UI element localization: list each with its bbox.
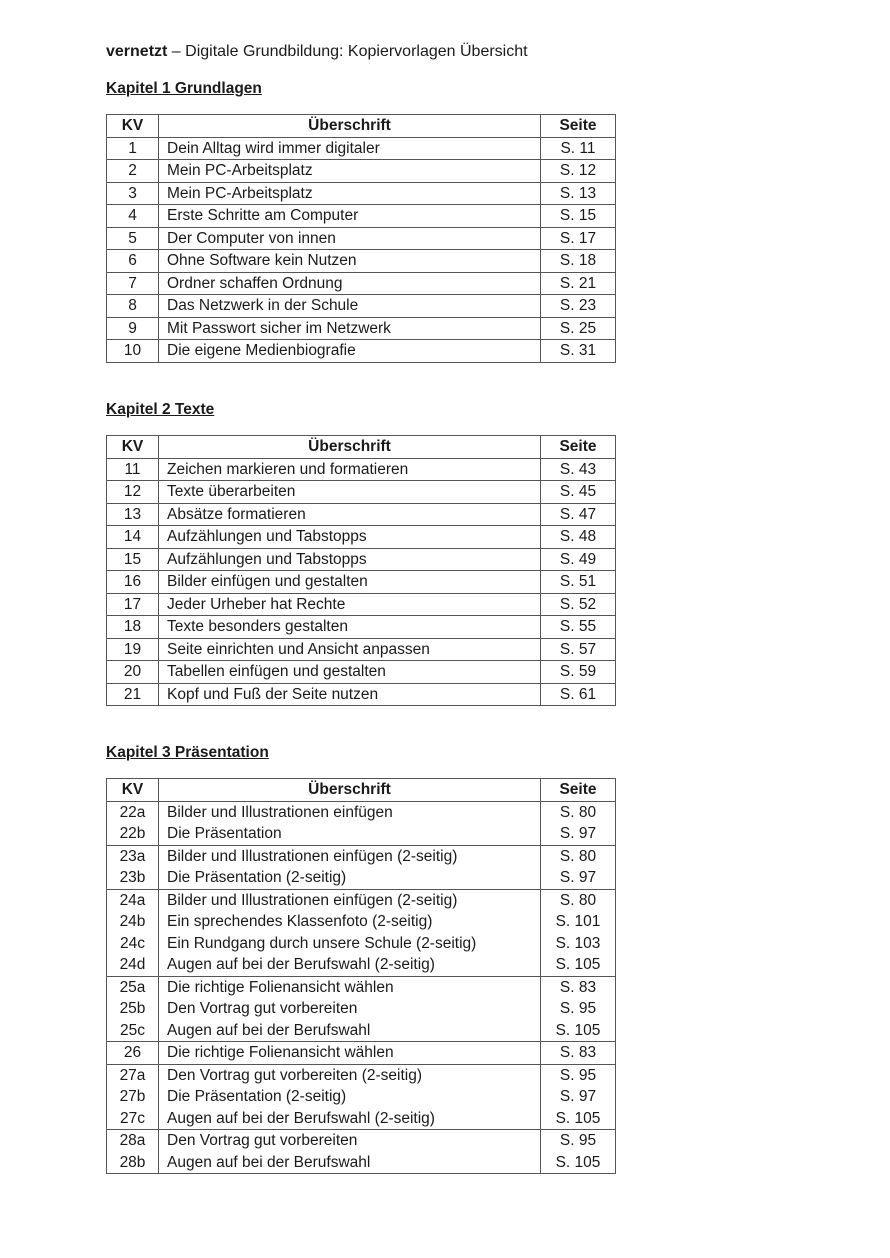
title-cell: Dein Alltag wird immer digitaler	[159, 137, 541, 160]
column-header-kv: KV	[107, 436, 159, 459]
kv-cell: 26	[107, 1042, 159, 1065]
table-row	[107, 182, 616, 205]
kv-cell: 22b	[107, 823, 159, 845]
chapter-2-heading: Kapitel 2 Texte	[106, 401, 215, 418]
title-cell: Ordner schaffen Ordnung	[159, 272, 541, 295]
title-cell: Den Vortrag gut vorbereiten (2-seitig)	[159, 1064, 541, 1086]
title-cell: Erste Schritte am Computer	[159, 205, 541, 228]
kv-cell: 3	[107, 182, 159, 205]
title-cell: Der Computer von innen	[159, 227, 541, 250]
page-title	[106, 43, 528, 61]
page-cell: S. 105	[541, 1108, 616, 1130]
table-row	[107, 160, 616, 183]
chapter-3-heading: Kapitel 3 Präsentation	[106, 744, 269, 761]
table-row	[107, 227, 616, 250]
page-cell: S. 97	[541, 1086, 616, 1108]
title-cell: Seite einrichten und Ansicht anpassen	[159, 638, 541, 661]
page-subtitle: – Digitale Grundbildung: Kopiervorlagen Übersicht	[167, 43, 528, 60]
column-header-kv: KV	[107, 115, 159, 138]
page-cell: S. 45	[541, 481, 616, 504]
page-cell: S. 101	[541, 911, 616, 933]
table-header-row	[107, 779, 616, 802]
kv-cell: 9	[107, 317, 159, 340]
table-row	[107, 526, 616, 549]
table-row	[107, 933, 616, 955]
table-row	[107, 683, 616, 706]
table-row	[107, 250, 616, 273]
title-cell: Die Präsentation (2-seitig)	[159, 1086, 541, 1108]
page-cell: S. 83	[541, 1042, 616, 1065]
title-cell: Mein PC-Arbeitsplatz	[159, 182, 541, 205]
chapter-2-table	[106, 435, 616, 706]
page-cell: S. 83	[541, 976, 616, 998]
table-row	[107, 976, 616, 998]
kv-cell: 15	[107, 548, 159, 571]
page-cell: S. 31	[541, 340, 616, 363]
column-header-title: Überschrift	[159, 779, 541, 802]
kv-cell: 23a	[107, 845, 159, 867]
kv-cell: 11	[107, 458, 159, 481]
page-cell: S. 97	[541, 823, 616, 845]
table-row	[107, 889, 616, 911]
page-cell: S. 55	[541, 616, 616, 639]
title-cell: Texte überarbeiten	[159, 481, 541, 504]
title-cell: Ein sprechendes Klassenfoto (2-seitig)	[159, 911, 541, 933]
kv-cell: 24a	[107, 889, 159, 911]
title-cell: Mein PC-Arbeitsplatz	[159, 160, 541, 183]
table-row	[107, 272, 616, 295]
title-cell: Bilder und Illustrationen einfügen (2-seitig)	[159, 889, 541, 911]
title-cell: Die Präsentation	[159, 823, 541, 845]
page-cell: S. 51	[541, 571, 616, 594]
table-row	[107, 503, 616, 526]
table-row	[107, 638, 616, 661]
page-cell: S. 97	[541, 867, 616, 889]
table-row	[107, 593, 616, 616]
kv-cell: 12	[107, 481, 159, 504]
chapter-3-table	[106, 778, 616, 1174]
title-cell: Bilder und Illustrationen einfügen	[159, 801, 541, 823]
table-row	[107, 1108, 616, 1130]
kv-cell: 7	[107, 272, 159, 295]
page-cell: S. 48	[541, 526, 616, 549]
page-cell: S. 11	[541, 137, 616, 160]
table-row	[107, 845, 616, 867]
table-row	[107, 1086, 616, 1108]
page-cell: S. 95	[541, 1064, 616, 1086]
title-cell: Das Netzwerk in der Schule	[159, 295, 541, 318]
chapter-1-table	[106, 114, 616, 363]
kv-cell: 27b	[107, 1086, 159, 1108]
kv-cell: 18	[107, 616, 159, 639]
table-row	[107, 801, 616, 823]
page-cell: S. 105	[541, 1152, 616, 1174]
page-cell: S. 57	[541, 638, 616, 661]
page-cell: S. 95	[541, 998, 616, 1020]
page-cell: S. 80	[541, 889, 616, 911]
title-cell: Augen auf bei der Berufswahl	[159, 1020, 541, 1042]
kv-cell: 4	[107, 205, 159, 228]
page-cell: S. 59	[541, 661, 616, 684]
column-header-kv: KV	[107, 779, 159, 802]
kv-cell: 24d	[107, 954, 159, 976]
title-cell: Ein Rundgang durch unsere Schule (2-seitig)	[159, 933, 541, 955]
title-cell: Den Vortrag gut vorbereiten	[159, 998, 541, 1020]
page-cell: S. 13	[541, 182, 616, 205]
title-cell: Die eigene Medienbiografie	[159, 340, 541, 363]
table-row	[107, 867, 616, 889]
page-cell: S. 18	[541, 250, 616, 273]
kv-cell: 24b	[107, 911, 159, 933]
kv-cell: 25b	[107, 998, 159, 1020]
page-cell: S. 95	[541, 1130, 616, 1152]
kv-cell: 27c	[107, 1108, 159, 1130]
table-row	[107, 954, 616, 976]
table-row	[107, 1042, 616, 1065]
kv-cell: 28b	[107, 1152, 159, 1174]
table-row	[107, 911, 616, 933]
title-cell: Aufzählungen und Tabstopps	[159, 548, 541, 571]
title-cell: Den Vortrag gut vorbereiten	[159, 1130, 541, 1152]
table-row	[107, 571, 616, 594]
table-header-row	[107, 115, 616, 138]
kv-cell: 8	[107, 295, 159, 318]
table-row	[107, 458, 616, 481]
kv-cell: 5	[107, 227, 159, 250]
page-cell: S. 43	[541, 458, 616, 481]
column-header-title: Überschrift	[159, 436, 541, 459]
brand-name: vernetzt	[106, 43, 168, 60]
page-cell: S. 103	[541, 933, 616, 955]
kv-cell: 13	[107, 503, 159, 526]
column-header-page: Seite	[541, 436, 616, 459]
table-row	[107, 317, 616, 340]
table-row	[107, 1020, 616, 1042]
kv-cell: 1	[107, 137, 159, 160]
kv-cell: 24c	[107, 933, 159, 955]
kv-cell: 17	[107, 593, 159, 616]
page-cell: S. 80	[541, 845, 616, 867]
column-header-title: Überschrift	[159, 115, 541, 138]
column-header-page: Seite	[541, 779, 616, 802]
title-cell: Ohne Software kein Nutzen	[159, 250, 541, 273]
title-cell: Tabellen einfügen und gestalten	[159, 661, 541, 684]
kv-cell: 22a	[107, 801, 159, 823]
kv-cell: 2	[107, 160, 159, 183]
table-row	[107, 823, 616, 845]
kv-cell: 23b	[107, 867, 159, 889]
title-cell: Bilder und Illustrationen einfügen (2-seitig)	[159, 845, 541, 867]
page-cell: S. 17	[541, 227, 616, 250]
table-row	[107, 1130, 616, 1152]
table-row	[107, 481, 616, 504]
title-cell: Bilder einfügen und gestalten	[159, 571, 541, 594]
title-cell: Die richtige Folienansicht wählen	[159, 1042, 541, 1065]
kv-cell: 20	[107, 661, 159, 684]
kv-cell: 21	[107, 683, 159, 706]
title-cell: Kopf und Fuß der Seite nutzen	[159, 683, 541, 706]
kv-cell: 25c	[107, 1020, 159, 1042]
title-cell: Jeder Urheber hat Rechte	[159, 593, 541, 616]
table-row	[107, 1152, 616, 1174]
kv-cell: 27a	[107, 1064, 159, 1086]
page-cell: S. 80	[541, 801, 616, 823]
table-row	[107, 998, 616, 1020]
kv-cell: 10	[107, 340, 159, 363]
title-cell: Augen auf bei der Berufswahl	[159, 1152, 541, 1174]
kv-cell: 16	[107, 571, 159, 594]
page-cell: S. 105	[541, 1020, 616, 1042]
chapter-1-heading: Kapitel 1 Grundlagen	[106, 80, 262, 97]
table-row	[107, 137, 616, 160]
title-cell: Texte besonders gestalten	[159, 616, 541, 639]
title-cell: Augen auf bei der Berufswahl (2-seitig)	[159, 954, 541, 976]
title-cell: Zeichen markieren und formatieren	[159, 458, 541, 481]
title-cell: Die richtige Folienansicht wählen	[159, 976, 541, 998]
title-cell: Absätze formatieren	[159, 503, 541, 526]
page-cell: S. 12	[541, 160, 616, 183]
kv-cell: 25a	[107, 976, 159, 998]
page-cell: S. 25	[541, 317, 616, 340]
kv-cell: 19	[107, 638, 159, 661]
table-row	[107, 661, 616, 684]
table-row	[107, 1064, 616, 1086]
page-cell: S. 61	[541, 683, 616, 706]
page-cell: S. 52	[541, 593, 616, 616]
table-row	[107, 295, 616, 318]
title-cell: Aufzählungen und Tabstopps	[159, 526, 541, 549]
title-cell: Mit Passwort sicher im Netzwerk	[159, 317, 541, 340]
table-row	[107, 616, 616, 639]
kv-cell: 28a	[107, 1130, 159, 1152]
page-cell: S. 21	[541, 272, 616, 295]
page-cell: S. 15	[541, 205, 616, 228]
title-cell: Die Präsentation (2-seitig)	[159, 867, 541, 889]
column-header-page: Seite	[541, 115, 616, 138]
kv-cell: 14	[107, 526, 159, 549]
kv-cell: 6	[107, 250, 159, 273]
table-row	[107, 548, 616, 571]
table-row	[107, 205, 616, 228]
page-cell: S. 105	[541, 954, 616, 976]
title-cell: Augen auf bei der Berufswahl (2-seitig)	[159, 1108, 541, 1130]
table-row	[107, 340, 616, 363]
page-cell: S. 49	[541, 548, 616, 571]
page-cell: S. 23	[541, 295, 616, 318]
table-header-row	[107, 436, 616, 459]
page-cell: S. 47	[541, 503, 616, 526]
